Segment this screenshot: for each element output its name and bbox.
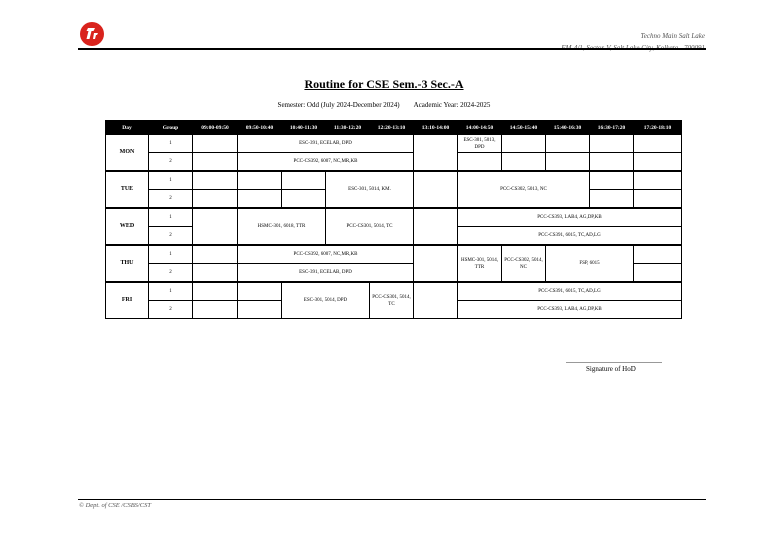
- semester-info-line: [0, 101, 768, 109]
- day-cell: TUE: [106, 171, 149, 208]
- table-row: [106, 245, 682, 264]
- semester-info: Semester: Odd (July 2024-December 2024): [277, 101, 400, 109]
- table-row: [106, 171, 682, 190]
- class-cell: PCC-CS302, 5014, NC: [502, 245, 546, 282]
- empty-cell: [634, 171, 682, 190]
- header-cell: 11:30-12:20: [326, 121, 370, 135]
- day-cell: MON: [106, 135, 149, 172]
- class-cell: FSP, 6015: [546, 245, 634, 282]
- header-cell: 09:00-09:50: [193, 121, 238, 135]
- empty-cell: [414, 135, 458, 172]
- group-cell: 2: [149, 227, 193, 246]
- empty-cell: [193, 171, 238, 190]
- class-cell: PCC-CS392, 6007, NC,MR,KB: [238, 153, 414, 172]
- group-cell: 2: [149, 264, 193, 283]
- header-cell: 14:50-15:40: [502, 121, 546, 135]
- table-row: [106, 153, 682, 172]
- empty-cell: [282, 190, 326, 209]
- empty-cell: [590, 135, 634, 153]
- table-row: [106, 208, 682, 227]
- class-cell: PCC-CS391, 6015, TC,AD,LG: [458, 227, 682, 246]
- signature-label: Signature of HoD: [586, 365, 636, 373]
- header-cell: 17:20-18:10: [634, 121, 682, 135]
- day-cell: THU: [106, 245, 149, 282]
- empty-cell: [193, 282, 238, 301]
- class-cell: PCC-CS301, 5014, TC: [326, 208, 414, 245]
- empty-cell: [238, 171, 282, 190]
- empty-cell: [502, 135, 546, 153]
- empty-cell: [193, 301, 238, 319]
- empty-cell: [634, 135, 682, 153]
- class-cell: ESC-391, ECELAB, DPD: [238, 135, 414, 153]
- class-cell: PCC-CS391, 6015, TC,AD,LG: [458, 282, 682, 301]
- empty-cell: [634, 153, 682, 172]
- empty-cell: [193, 153, 238, 172]
- empty-cell: [590, 153, 634, 172]
- institution-address: EM-4/1, Sector-V, Salt Lake City, Kolkata - 700091: [561, 44, 705, 52]
- group-cell: 1: [149, 135, 193, 153]
- class-cell: PCC-CS392, 6007, NC,MR,KB: [238, 245, 414, 264]
- group-cell: 1: [149, 171, 193, 190]
- group-cell: 2: [149, 153, 193, 172]
- class-cell: HSMC-301, 6018, TTR: [238, 208, 326, 245]
- class-cell: PCC-CS393, LAB4, AG,DP,KB: [458, 301, 682, 319]
- empty-cell: [546, 153, 590, 172]
- empty-cell: [193, 135, 238, 153]
- empty-cell: [634, 190, 682, 209]
- empty-cell: [634, 245, 682, 264]
- header-cell: 13:10-14:00: [414, 121, 458, 135]
- table-row: [106, 135, 682, 153]
- empty-cell: [634, 264, 682, 283]
- empty-cell: [238, 301, 282, 319]
- empty-cell: [238, 282, 282, 301]
- class-cell: PCC-CS302, 5013, NC: [458, 171, 590, 208]
- class-cell: PCC-CS393, LAB4, AG,DP,KB: [458, 208, 682, 227]
- empty-cell: [193, 245, 238, 264]
- header-cell: 09:50-10:40: [238, 121, 282, 135]
- empty-cell: [414, 208, 458, 245]
- class-cell: ESC-391, ECELAB, DPD: [238, 264, 414, 283]
- footer-divider: [78, 499, 706, 500]
- empty-cell: [193, 208, 238, 245]
- group-cell: 1: [149, 282, 193, 301]
- page-title: Routine for CSE Sem.-3 Sec.-A: [304, 77, 464, 91]
- header-cell: Day: [106, 121, 149, 135]
- routine-table: [105, 120, 682, 319]
- institution-name: Techno Main Salt Lake: [640, 32, 705, 40]
- institution-logo: [79, 21, 105, 47]
- header-divider: [78, 48, 706, 50]
- empty-cell: [458, 153, 502, 172]
- group-cell: 1: [149, 245, 193, 264]
- table-header-row: [106, 121, 682, 135]
- empty-cell: [414, 282, 458, 319]
- empty-cell: [282, 171, 326, 190]
- academic-year: Academic Year: 2024-2025: [413, 101, 491, 109]
- empty-cell: [590, 190, 634, 209]
- header-cell: Group: [149, 121, 193, 135]
- header-cell: 16:30-17:20: [590, 121, 634, 135]
- group-cell: 1: [149, 208, 193, 227]
- empty-cell: [546, 135, 590, 153]
- footer-copyright: © Dept. of CSE /CSBS/CST: [79, 502, 151, 509]
- empty-cell: [502, 153, 546, 172]
- class-cell: ESC-301, 5013, DPD: [458, 135, 502, 153]
- empty-cell: [590, 171, 634, 190]
- header-cell: 14:00-14:50: [458, 121, 502, 135]
- signature-line: [566, 362, 662, 363]
- empty-cell: [238, 190, 282, 209]
- empty-cell: [414, 171, 458, 208]
- class-cell: PCC-CS301, 5014, TC: [370, 282, 414, 319]
- day-cell: WED: [106, 208, 149, 245]
- group-cell: 2: [149, 190, 193, 209]
- header-cell: 10:40-11:30: [282, 121, 326, 135]
- table-row: [106, 282, 682, 301]
- day-cell: FRI: [106, 282, 149, 319]
- institution-header: [561, 30, 705, 54]
- empty-cell: [414, 245, 458, 282]
- class-cell: ESC-301, 5014, KM.: [326, 171, 414, 208]
- group-cell: 2: [149, 301, 193, 319]
- empty-cell: [193, 264, 238, 283]
- class-cell: ESC-301, 5014, DPD: [282, 282, 370, 319]
- class-cell: HSMC-301, 5014, TTR: [458, 245, 502, 282]
- header-cell: 15:40-16:30: [546, 121, 590, 135]
- empty-cell: [193, 190, 238, 209]
- header-cell: 12:20-13:10: [370, 121, 414, 135]
